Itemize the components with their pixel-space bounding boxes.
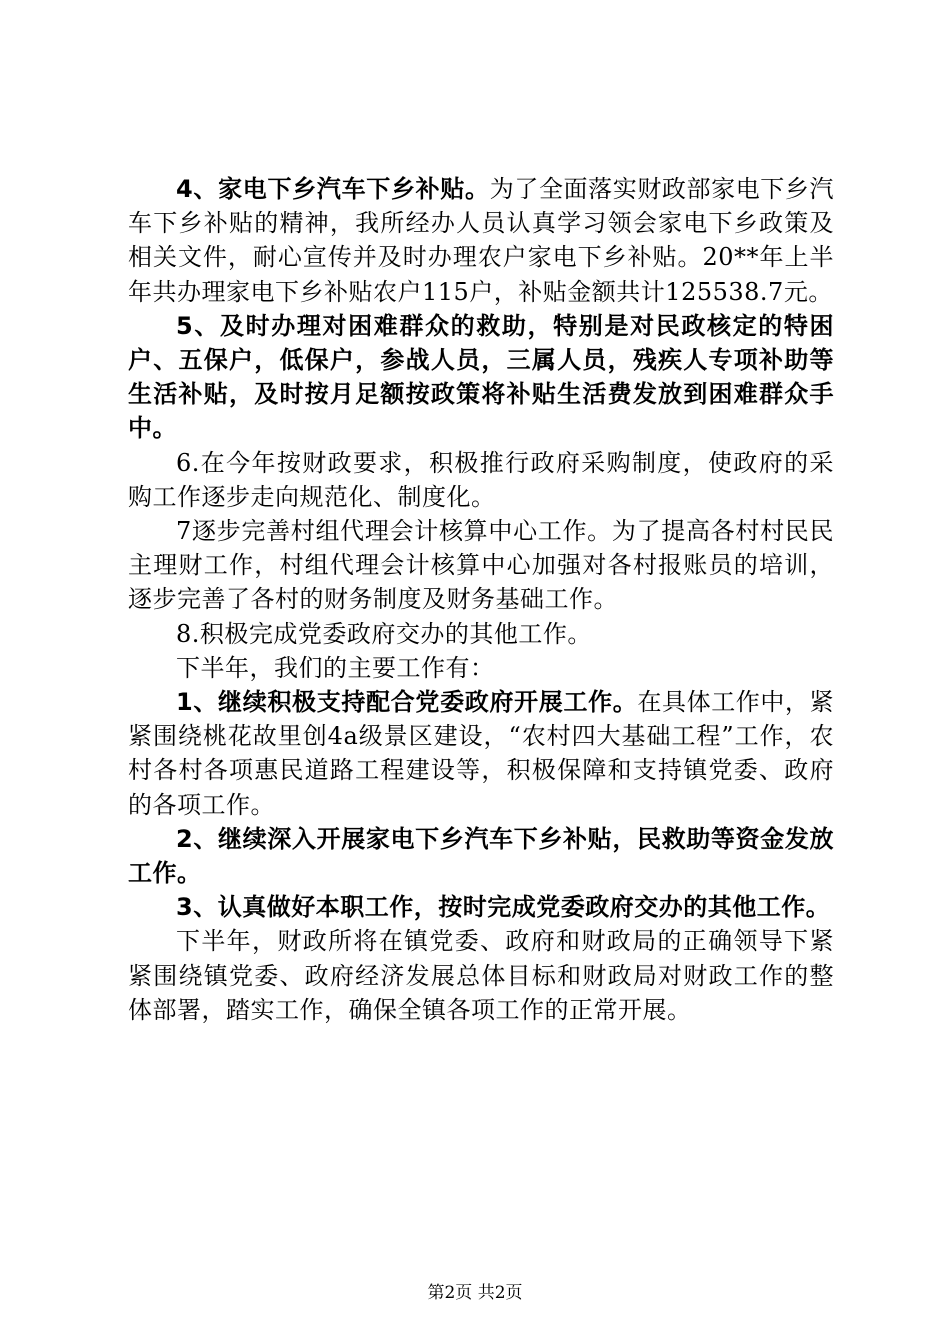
paragraph-text: 为了全面落实财政部家电下乡汽车下乡补贴的精神，我所经办人员认真学习领会家电下乡政策及相关文件，耐心宣传并及时办理农户家电下乡补贴。20**年上半年共办理家电下乡补贴农户115户，补贴金额共计125538.7元。 [128, 175, 834, 306]
document-body [128, 172, 834, 1027]
paragraph-heading: 4、家电下乡汽车下乡补贴。 [176, 175, 490, 203]
paragraph-relief: 5、及时办理对困难群众的救助，特别是对民政核定的特困户、五保户，低保户，参战人员，三属人员，残疾人专项补助等生活补贴，及时按月足额按政策将补贴生活费发放到困难群众手中。 [128, 311, 834, 443]
paragraph-support-party [128, 685, 834, 822]
paragraph-accounting-center: 7逐步完善村组代理会计核算中心工作。为了提高各村村民民主理财工作，村组代理会计核算中心加强对各村报账员的培训，逐步完善了各村的财务制度及财务基础工作。 [128, 517, 834, 614]
page-footer: 第2页 共2页 [427, 1283, 523, 1303]
paragraph-second-half-intro: 下半年，我们的主要工作有： [176, 653, 495, 682]
paragraph-own-duties: 3、认真做好本职工作，按时完成党委政府交办的其他工作。 [176, 893, 831, 922]
paragraph-text: 在具体工作中，紧紧围绕桃花故里创4a级景区建设，“农村四大基础工程”工作，农村各村各项惠民道路工程建设等，积极保障和支持镇党委、政府的各项工作。 [128, 688, 834, 819]
paragraph-appliance-subsidy [128, 172, 834, 309]
paragraph-other-work: 8.积极完成党委政府交办的其他工作。 [176, 619, 592, 648]
paragraph-heading: 1、继续积极支持配合党委政府开展工作。 [176, 688, 638, 717]
paragraph-continue-subsidy: 2、继续深入开展家电下乡汽车下乡补贴，民救助等资金发放工作。 [128, 824, 834, 888]
paragraph-closing: 下半年，财政所将在镇党委、政府和财政局的正确领导下紧紧围绕镇党委、政府经济发展总体目标和财政局对财政工作的整体部署，踏实工作，确保全镇各项工作的正常开展。 [128, 927, 834, 1024]
paragraph-procurement: 6.在今年按财政要求，积极推行政府采购制度，使政府的采购工作逐步走向规范化、制度化。 [128, 448, 834, 511]
